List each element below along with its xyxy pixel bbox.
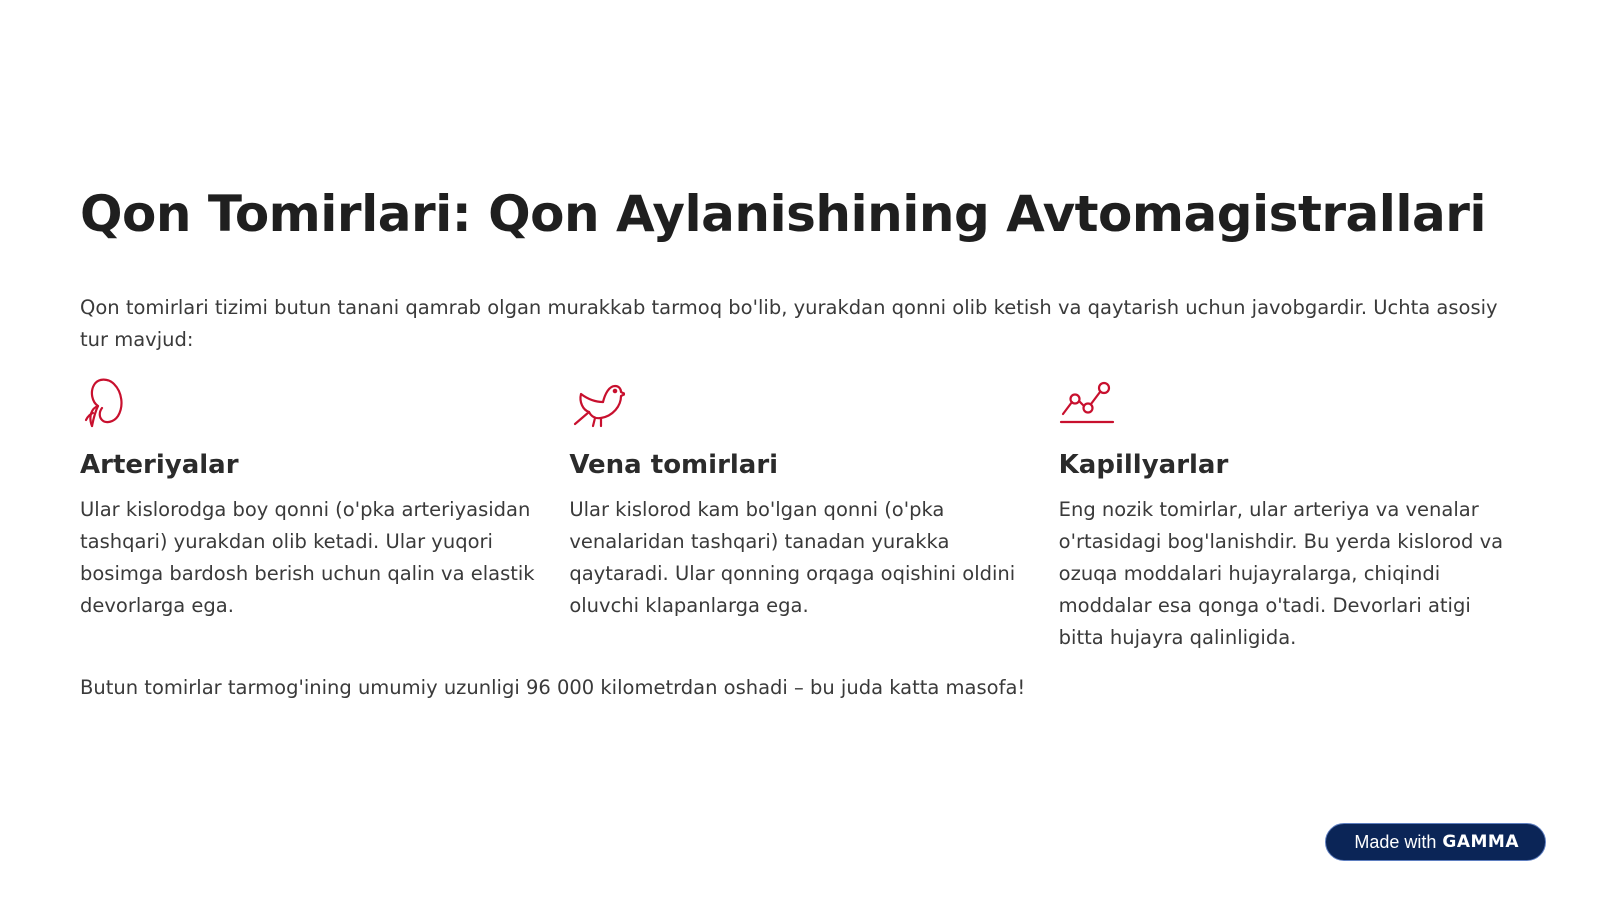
gamma-logo: GAMMA — [1442, 832, 1519, 852]
footer-note: Butun tomirlar tarmog'ining umumiy uzunligi 96 000 kilometrdan oshadi – bu juda katta masofa! — [80, 676, 1026, 699]
slide-title: Qon Tomirlari: Qon Aylanishining Avtomagistrallari — [80, 185, 1487, 243]
card-text: Ular kislorod kam bo'lgan qonni (o'pka venalaridan tashqari) tanadan yurakka qaytaradi. Ular qonning orqaga oqishini oldini oluvchi klapanlarga ega. — [569, 498, 1016, 617]
bird-icon — [569, 376, 625, 430]
badge-prefix: Made with — [1354, 831, 1437, 852]
slide — [80, 0, 1520, 901]
card-text: Eng nozik tomirlar, ular arteriya va venalar o'rtasidagi bog'lanishdir. Bu yerda kislorod va ozuqa moddalari hujayralarga, chiqindi moddalar esa qonga o'tadi. Devorlari atigi bitta hujayra qalinligida. — [1058, 498, 1504, 649]
intro-paragraph: Qon tomirlari tizimi butun tanani qamrab olgan murakkab tarmoq bo'lib, yurakdan qonni olib ketish va qaytarish uchun javobgardir. Uchta asosiy tur mavjud: — [80, 296, 1498, 351]
line-chart-icon — [1059, 376, 1115, 430]
card-arteries — [80, 376, 541, 654]
card-title: Kapillyarlar — [1058, 450, 1229, 480]
card-text: Ular kislorodga boy qonni (o'pka arteriyasidan tashqari) yurakdan olib ketadi. Ular yuqori bosimga bardosh berish uchun qalin va elastik devorlarga ega. — [80, 498, 535, 617]
card-title: Vena tomirlari — [569, 450, 779, 480]
kidney-icon — [80, 376, 136, 430]
made-with-gamma-badge[interactable] — [1325, 823, 1546, 861]
card-capillaries — [1059, 376, 1520, 654]
vessel-types — [80, 376, 1520, 654]
card-title: Arteriyalar — [80, 450, 239, 480]
card-veins — [569, 376, 1030, 654]
